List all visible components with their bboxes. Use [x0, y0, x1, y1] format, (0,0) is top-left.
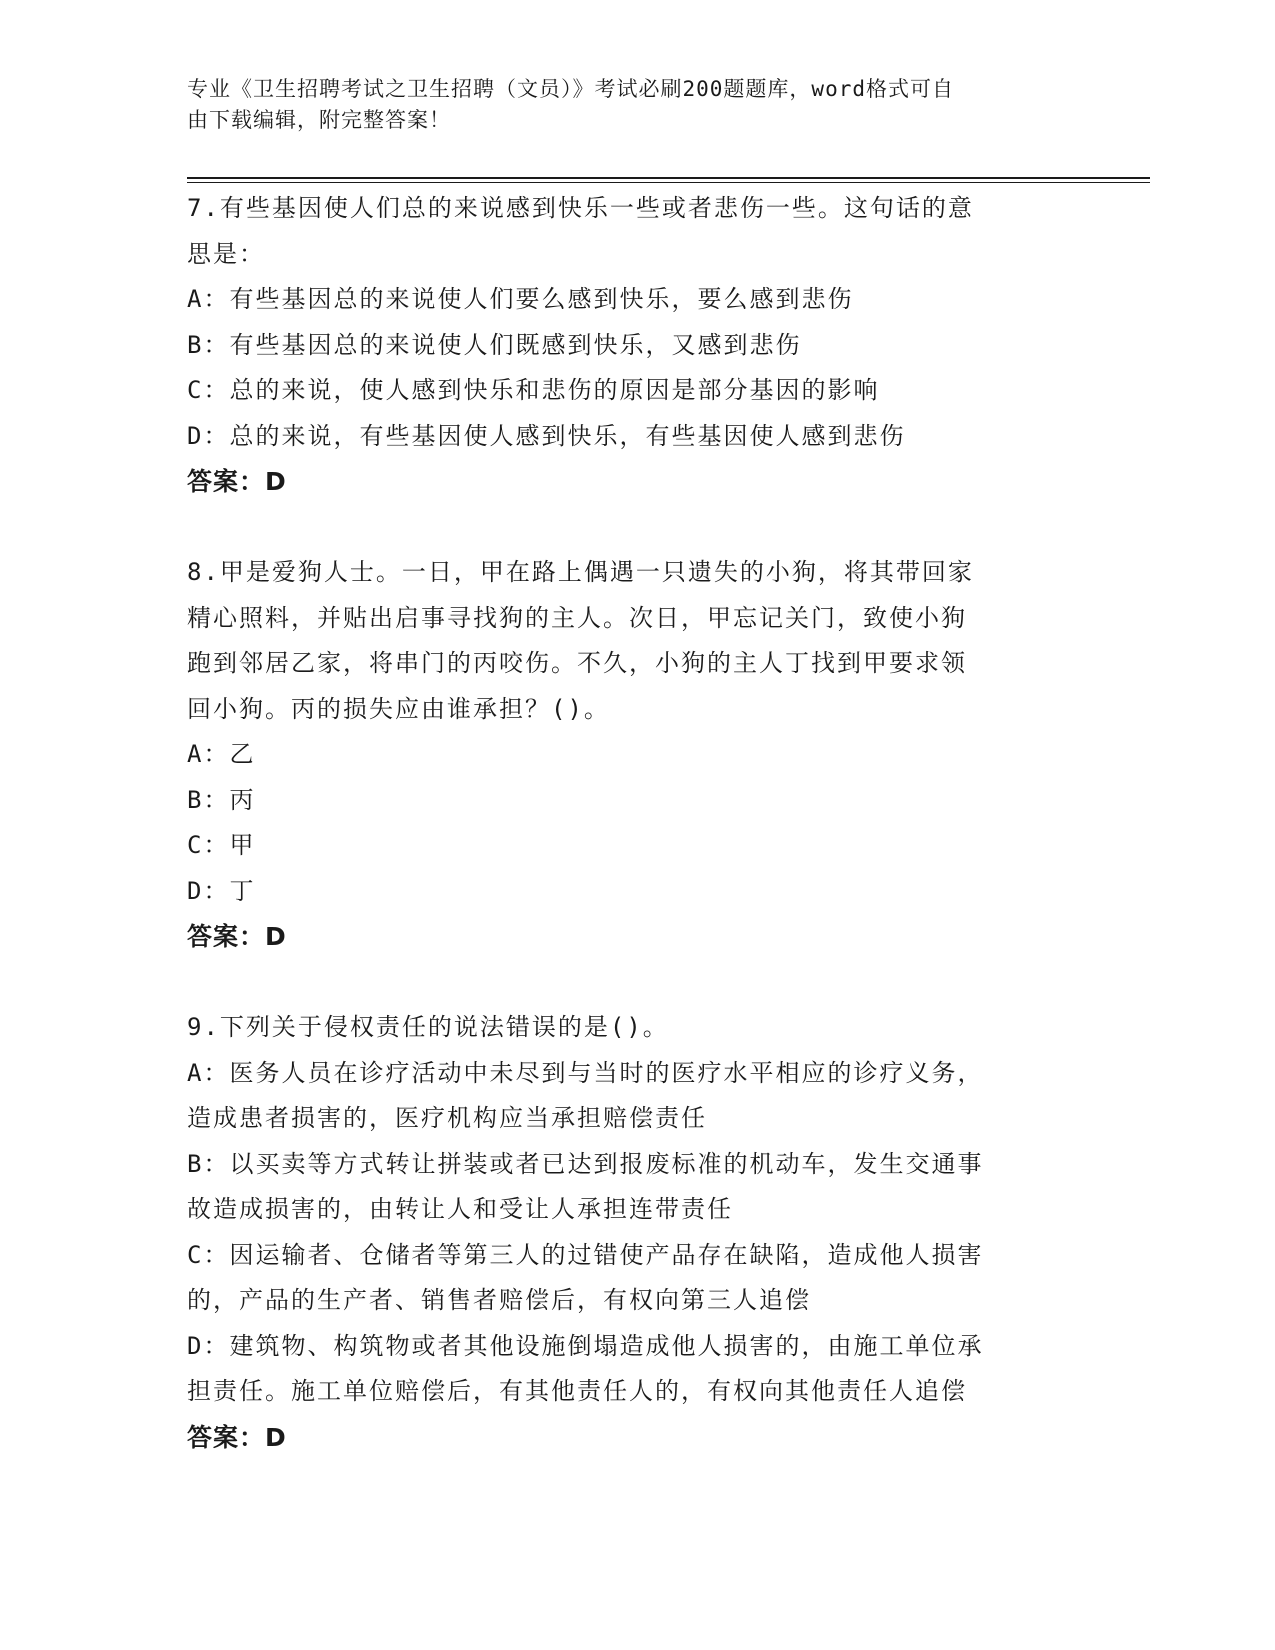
question-stem-line: 9.下列关于侵权责任的说法错误的是()。 — [187, 1013, 669, 1041]
option-d: D：建筑物、构筑物或者其他设施倒塌造成他人损害的，由施工单位承 — [187, 1331, 984, 1360]
option-c: C：甲 — [187, 831, 256, 859]
answer-label: 答案：D — [187, 1422, 287, 1452]
option-a: A：乙 — [187, 740, 256, 768]
question-8 — [187, 550, 1087, 960]
option-c-continued: 的，产品的生产者、销售者赔偿后，有权向第三人追偿 — [187, 1286, 811, 1314]
option-d: D：丁 — [187, 876, 256, 905]
question-9 — [187, 1005, 1087, 1460]
answer-label: 答案：D — [187, 922, 287, 951]
option-b-continued: 故造成损害的，由转让人和受让人承担连带责任 — [187, 1195, 733, 1223]
option-a-continued: 造成患者损害的，医疗机构应当承担赔偿责任 — [187, 1104, 707, 1132]
answer-label: 答案：D — [187, 467, 287, 496]
document-header — [187, 74, 1067, 136]
question-stem-line: 跑到邻居乙家，将串门的丙咬伤。不久，小狗的主人丁找到甲要求领 — [187, 649, 967, 677]
option-b: B：丙 — [187, 785, 256, 814]
option-d: D：总的来说，有些基因使人感到快乐，有些基因使人感到悲伤 — [187, 421, 906, 450]
option-d-continued: 担责任。施工单位赔偿后，有其他责任人的，有权向其他责任人追偿 — [187, 1377, 967, 1405]
question-stem-line: 精心照料，并贴出启事寻找狗的主人。次日，甲忘记关门，致使小狗 — [187, 603, 967, 632]
option-a: A：有些基因总的来说使人们要么感到快乐，要么感到悲伤 — [187, 285, 854, 313]
header-divider-thick — [187, 177, 1150, 179]
header-divider-thin — [187, 182, 1150, 183]
question-stem-line: 思是： — [187, 239, 265, 268]
option-b: B：有些基因总的来说使人们既感到快乐，又感到悲伤 — [187, 330, 802, 359]
header-line: 专业《卫生招聘考试之卫生招聘（文员）》考试必刷200题题库，word格式可自 — [187, 77, 954, 101]
option-c: C：总的来说，使人感到快乐和悲伤的原因是部分基因的影响 — [187, 376, 880, 404]
option-a: A：医务人员在诊疗活动中未尽到与当时的医疗水平相应的诊疗义务， — [187, 1058, 984, 1087]
header-line: 由下载编辑，附完整答案！ — [187, 108, 451, 132]
option-b: B：以买卖等方式转让拼装或者已达到报废标准的机动车，发生交通事 — [187, 1149, 984, 1178]
question-stem-line: 8.甲是爱狗人士。一日，甲在路上偶遇一只遗失的小狗，将其带回家 — [187, 558, 974, 586]
question-list — [187, 186, 1087, 1460]
question-stem-line: 7.有些基因使人们总的来说感到快乐一些或者悲伤一些。这句话的意 — [187, 194, 974, 222]
question-stem-line: 回小狗。丙的损失应由谁承担？()。 — [187, 694, 610, 723]
option-c: C：因运输者、仓储者等第三人的过错使产品存在缺陷，造成他人损害 — [187, 1240, 984, 1269]
question-spacer — [187, 960, 1087, 1006]
question-spacer — [187, 505, 1087, 551]
question-7 — [187, 186, 1087, 505]
